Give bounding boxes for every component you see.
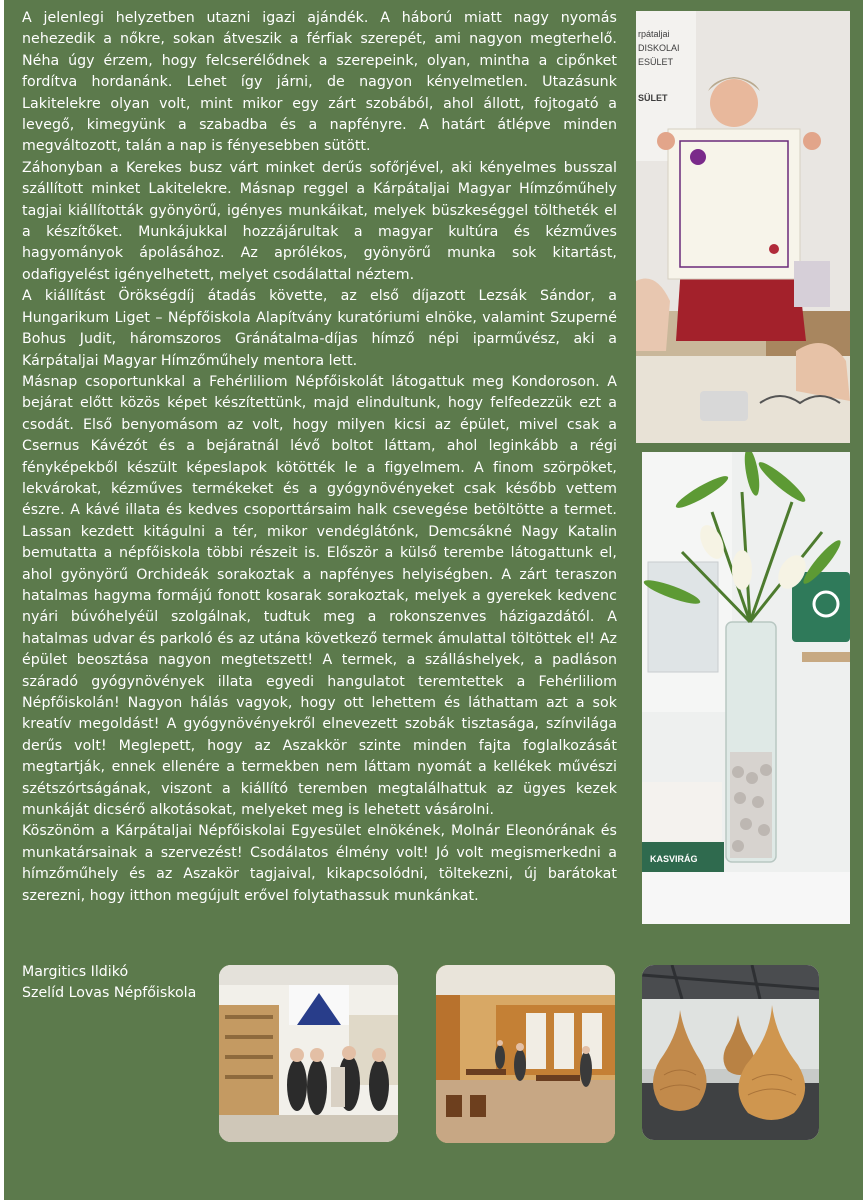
paragraph-visit: Másnap csoportunkkal a Fehérliliom Népfőiskolát látogattuk meg Kondoroson. A bejárat előtt közös képet készítettünk, majd elindultunk, hogy felfedezzük ezt a csodát. Első benyomásom az volt, hogy milyen kicsi az épület, mivel csak a Csernus Kávézót és a bejáratnál lévő boltot láttam, ahol leginkább a régi fényképekből készült képeslapok kötötték le a figyelmem. A finom szörpöket, lekvárokat, kézműves termékeket és a gyógynövényeket csak később vettem észre. A kávé illata és kedves csoporttársaim halk csevegése betöltötte a termet. Lassan kezdett kitágulni a tér, mikor vendéglátónk, Demcsákné Nagy Katalin bemutatta a népfőiskola többi részeit is. Először a külső terembe látogattunk el, ahol gyönyörű Orchideák sorakoztak a napfényes helyiségben. A zárt teraszon hatalmas hagyma formájú fonott kosarak sorakoztak, melyek a gyerekek kedvenc nyári búvóhelyéül szolgálnak, tudtuk meg a rokonszenves házigazdától. A hatalmas udvar és parkoló és az utána következő termek ámulattal töltöttek el! Az épület beosztása nagyon megtetszett! A termek, a szálláshelyek, a padláson száradó gyógynövények illata egyedi hangulatot teremtettek a Fehérliliom Népfőiskolán! Nagyon hálás vagyok, hogy ott lehettem és láthattam azt a sok kreatív megoldást! A gyógynövényekről elnevezett szobák tisztasága, színvilága derűs volt! Meglepett, hogy az Aszakkör szinte minden fajta foglalkozását megtartják, ennek ellenére a termekben nem láttam nyomát a kellékek művészi szétszórtságának, viszont a kiállító teremben megtalálhattuk az ügyes kezek munkáját dicsérő alkotásokat, melyeket meg is lehetett vásárolni. [22, 373, 617, 819]
poster-line-2: DISKOLAI [638, 43, 680, 53]
poster-line-1: rpátaljai [638, 29, 670, 39]
hall-photo-illustration [436, 965, 615, 1143]
paragraph-bus-trip: Záhonyban a Kerekes busz várt minket derűs sofőrjével, aki kényelmes busszal szállított minket Lakitelekre. Másnap reggel a Kárpátaljai Magyar Hímzőműhely tagjai kiállították gyönyörű, igényes munkáikat, melyek büszkeséggel töltheték el a készítőket. Munkájukkal hozzájárultak a magyar kultúra és kézműves hagyományok ápolásához. Az aprólékos, gyönyörű munka sok kitartást, odafigyelést igényelhetett, melyet csodálattal néztem. [22, 159, 617, 283]
signature-block [22, 962, 196, 1005]
photo-embroidery-presentation [636, 11, 850, 443]
paragraph-award: A kiállítást Örökségdíj átadás követte, az első díjazott Lezsák Sándor, a Hungarikum Liget – Népfőiskola Alapítvány kuratóriumi elnöke, valamint Szuperné Bohus Judit, háromszoros Gránátalma-díjas hímző népi iparművész, aki a Kárpátaljai Magyar Hímzőműhely mentora lett. [22, 288, 617, 369]
author-organization: Szelíd Lovas Népfőiskola [22, 985, 197, 1002]
photo-shop-interior [219, 965, 398, 1142]
page-edge [0, 0, 4, 1200]
box-label: KASVIRÁG [650, 854, 698, 864]
poster-line-3: ESÜLET [638, 57, 674, 67]
photo-wicker-baskets [642, 965, 819, 1140]
photo-dining-hall [436, 965, 615, 1143]
author-name: Margitics Ildikó [22, 964, 129, 980]
paragraph-intro: A jelenlegi helyzetben utazni igazi ajándék. A háború miatt nagy nyomás nehezedik a nőkre, sokan átveszik a férfiak szerepét, ami nagyon megterhelő. Néha úgy érzem, hogy felcserélődnek a szerepeink, olyan, mintha a cipőnket fordítva hordanánk. Lehet így járni, de nagyon kényelmetlen. Utazásunk Lakitelekre olyan volt, mint mikor egy zárt szobából, ahol állott, fojtogató a levegő, kimegyünk a szabadba és a napfényre. A határt átlépve minden megváltozott, talán a nap is fényesebben sütött. [22, 10, 617, 155]
poster-line-4: SÜLET [638, 93, 668, 103]
photo-lily-vase [642, 452, 850, 924]
lily-photo-illustration [642, 452, 850, 924]
baskets-photo-illustration [642, 965, 819, 1140]
embroidery-photo-illustration [636, 11, 850, 443]
paragraph-thanks: Köszönöm a Kárpátaljai Népfőiskolai Egyesület elnökének, Molnár Eleonórának és munkatársainak a szervezést! Csodálatos élmény volt! Jó volt megismerkedni a hímzőműhely és az Aszakör tagjaival, kikapcsolódni, töltekezni, új barátokat szerezni, hogy itthon megújult erővel folytathassuk munkánkat. [22, 823, 617, 904]
shop-photo-illustration [219, 965, 398, 1142]
article-body [22, 8, 617, 907]
